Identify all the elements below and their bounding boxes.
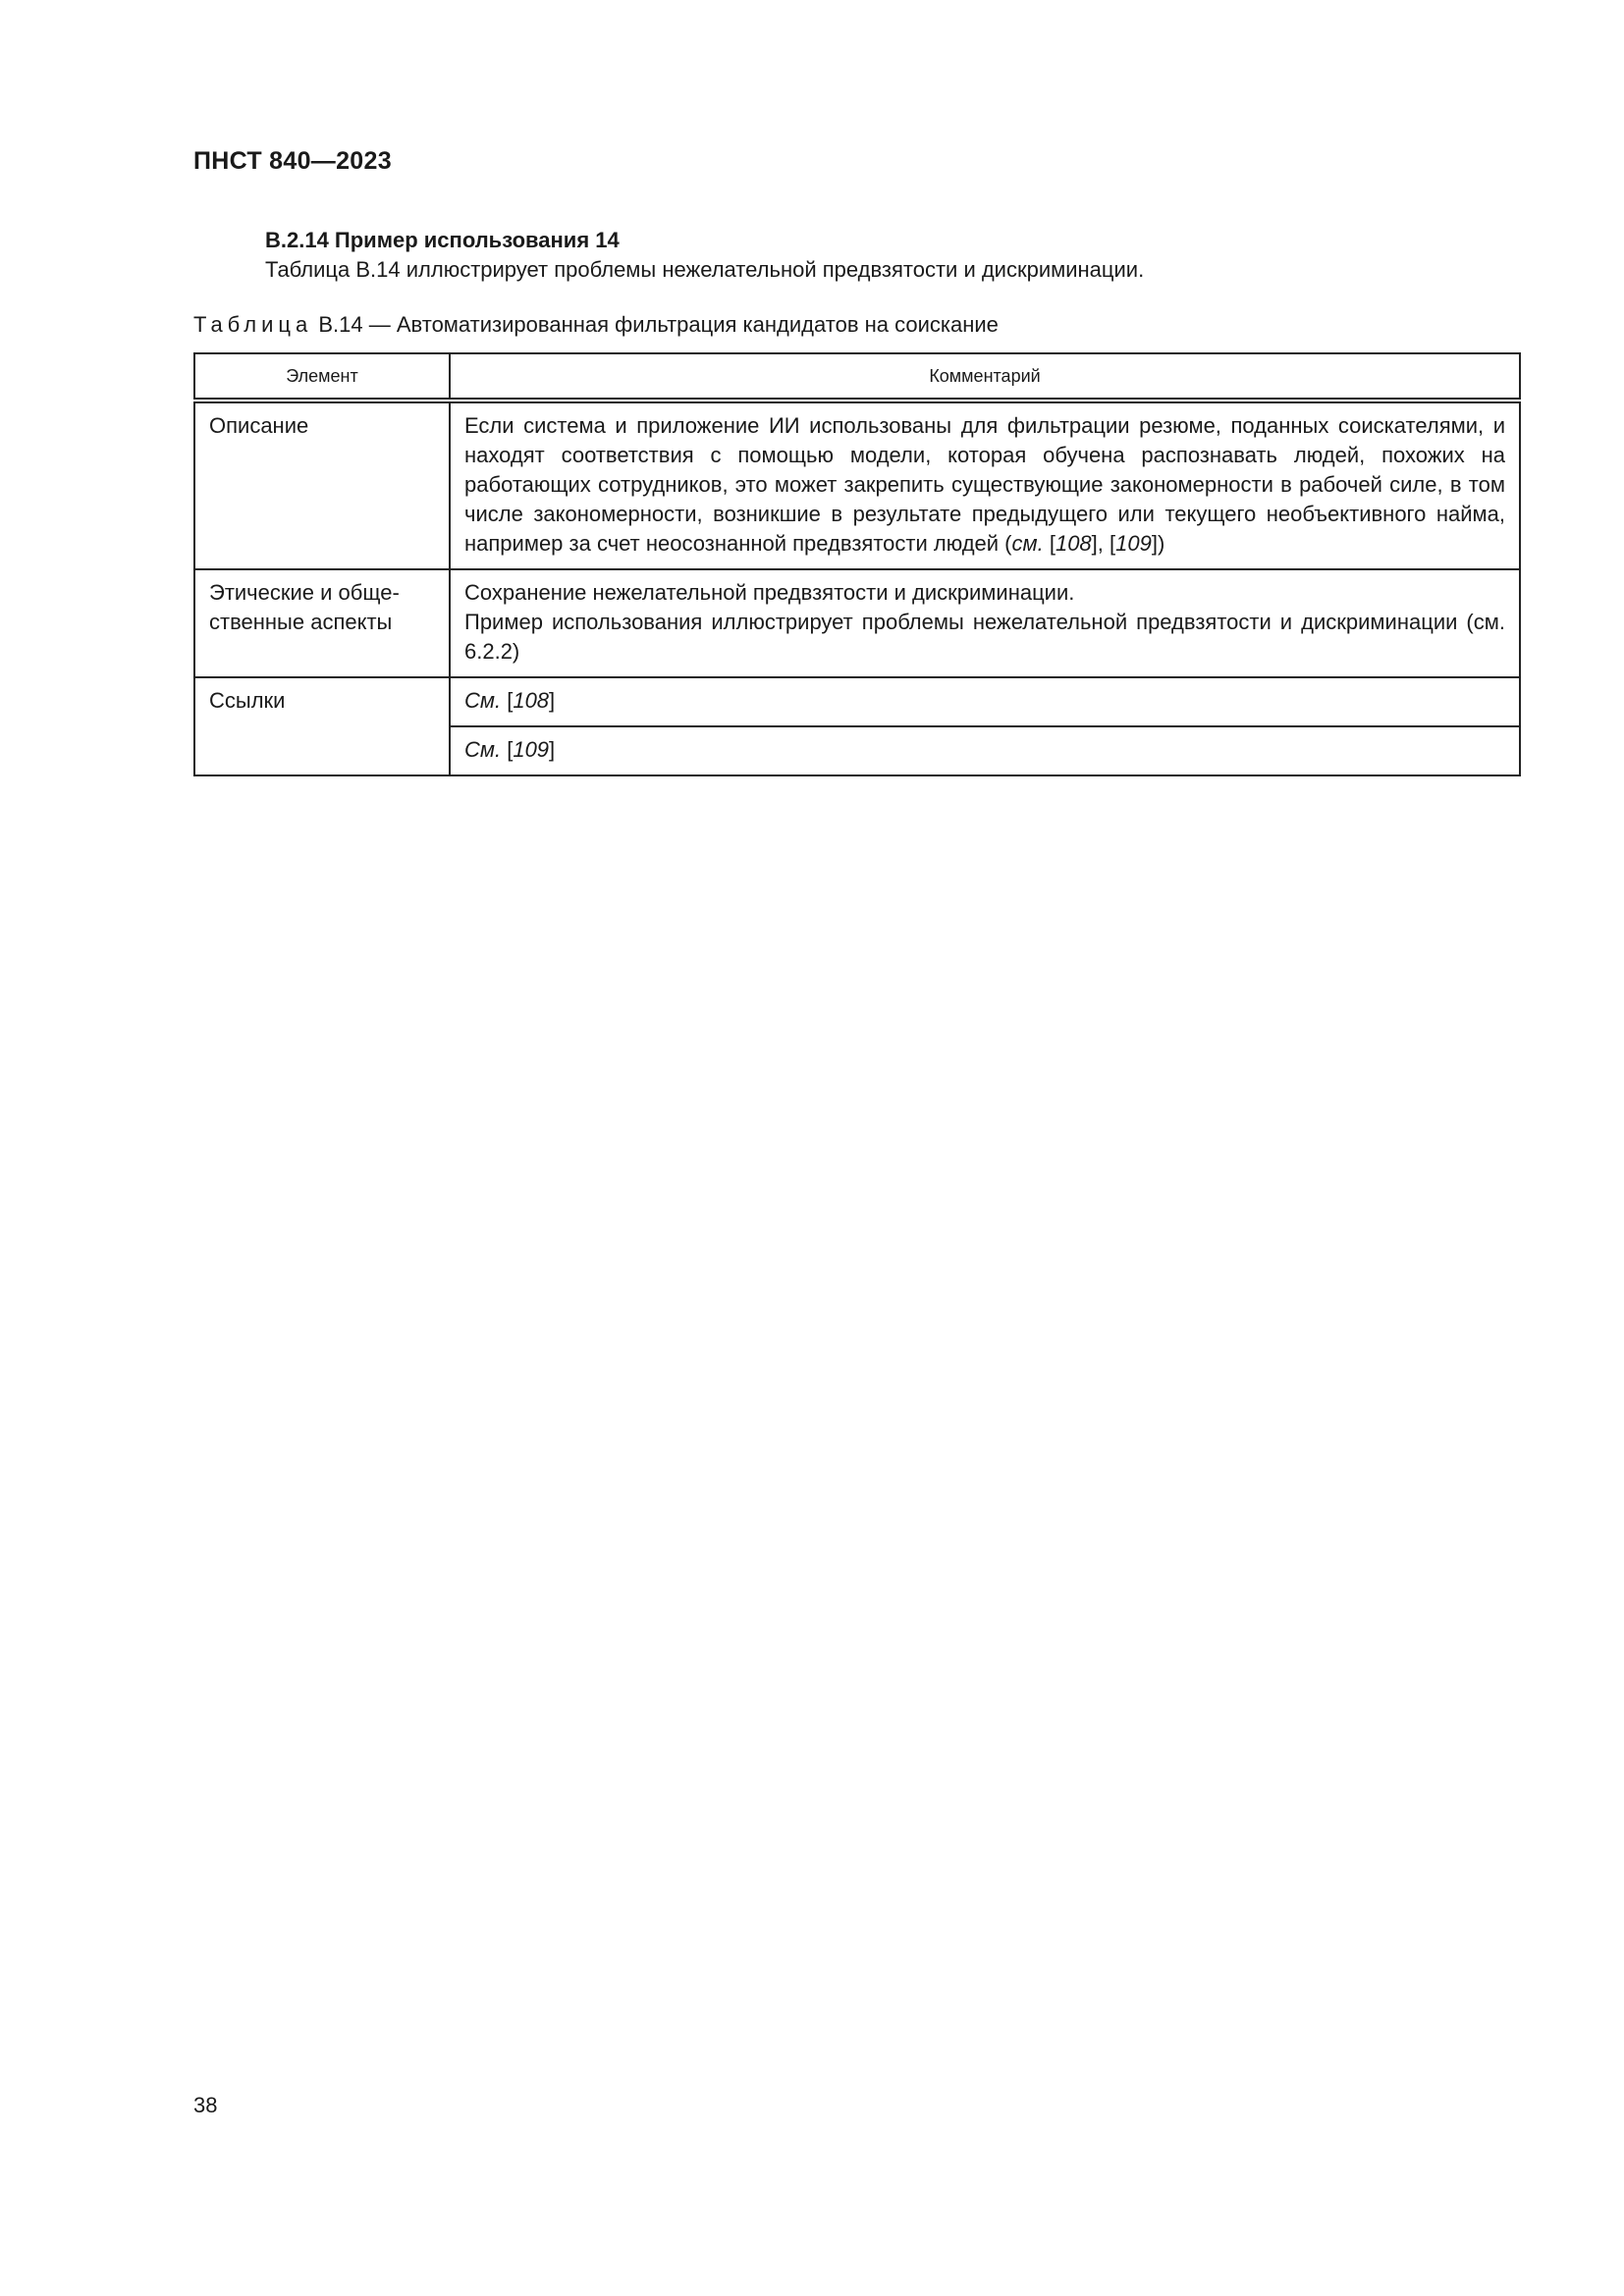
document-id: ПНСТ 840—2023: [193, 147, 392, 175]
reference-close-2: ]: [549, 737, 556, 762]
table-row-references: [194, 677, 1520, 726]
description-ref-108: 108: [1055, 531, 1092, 556]
table-row-description: [194, 400, 1520, 569]
section-title: В.2.14 Пример использования 14: [265, 228, 620, 252]
table-caption: [193, 310, 999, 340]
row-label-references: Ссылки: [194, 677, 450, 775]
table-header-row: [194, 353, 1520, 400]
row-comment-ethics: [450, 569, 1520, 677]
description-ref-sep: ], [: [1091, 531, 1116, 556]
reference-see-1: См.: [464, 688, 502, 713]
section-block: [265, 226, 1512, 285]
reference-open-2: [: [501, 737, 514, 762]
reference-see-2: См.: [464, 737, 502, 762]
reference-close-1: ]: [549, 688, 556, 713]
description-ref-109: 109: [1115, 531, 1152, 556]
description-ref-close: ]): [1151, 531, 1165, 556]
reference-open-1: [: [501, 688, 514, 713]
reference-number-2: 109: [513, 737, 550, 762]
table-row-ethics: [194, 569, 1520, 677]
description-ref-open: [: [1043, 531, 1056, 556]
section-intro: Таблица В.14 иллюстрирует проблемы нежелательной предвзятости и дискриминации.: [265, 257, 1145, 282]
use-case-table: [193, 352, 1521, 776]
row-comment-description: [450, 400, 1520, 569]
reference-number-1: 108: [513, 688, 550, 713]
table-caption-label: Таблица: [193, 312, 313, 337]
description-text: Если система и приложение ИИ использованы для фильтрации резюме, поданных соискателями, и находят соответствия с помощью модели, которая обучена распознавать людей, похожих на работающих сотрудников, это может закрепить существующие закономерности в рабочей силе, в том числе закономерности, возникшие в результате предыдущего или текущего необъективного найма, например за счет неосознанной предвзятости людей (: [464, 413, 1505, 556]
reference-item-109: [450, 726, 1520, 775]
reference-item-108: [450, 677, 1520, 726]
row-label-description: Описание: [194, 400, 450, 569]
header-element: Элемент: [194, 353, 450, 400]
header-comment: Комментарий: [450, 353, 1520, 400]
description-see: см.: [1011, 531, 1044, 556]
ethics-line-1: Сохранение нежелательной предвзятости и дискриминации.: [464, 580, 1075, 605]
row-label-ethics: Этические и общественные аспекты: [194, 569, 450, 677]
ethics-line-2: Пример использования иллюстрирует проблемы нежелательной предвзятости и дискриминации (см. 6.2.2): [464, 610, 1505, 664]
table-caption-text: В.14 — Автоматизированная фильтрация кандидатов на соискание: [312, 312, 999, 337]
page-number: 38: [193, 2093, 218, 2117]
